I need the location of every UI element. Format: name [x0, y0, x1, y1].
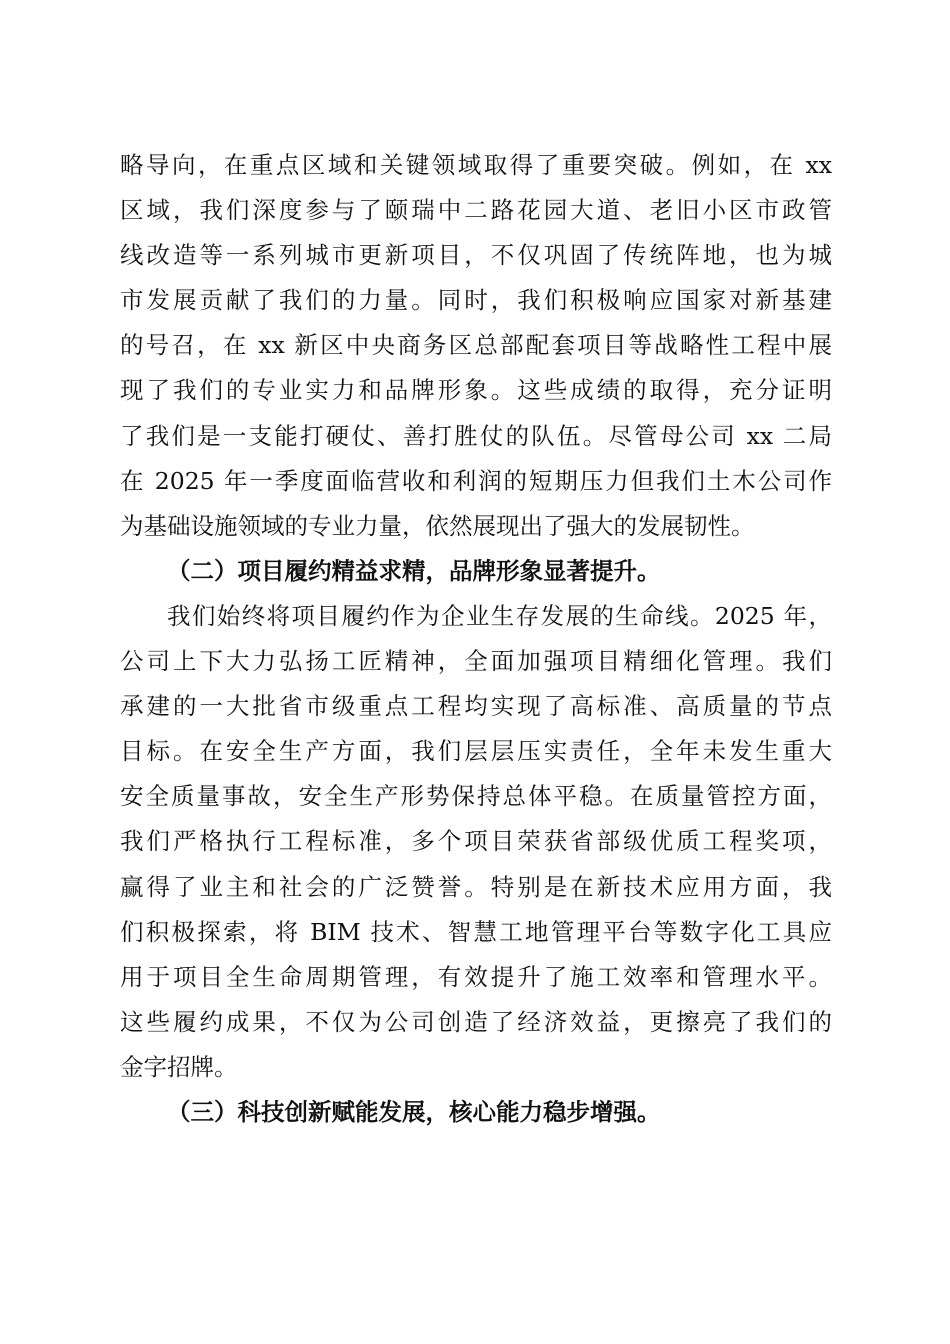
text-line: 为基础设施领域的专业力量，依然展现出了强大的发展韧性。 [120, 511, 755, 540]
section-heading-3: （三）科技创新赋能发展，核心能力稳步增强。 [167, 1097, 661, 1126]
text-line: 们积极探索，将 BIM 技术、智慧工地管理平台等数字化工具应 [120, 917, 832, 946]
text-line: 我们始终将项目履约作为企业生存发展的生命线。2025 年， [167, 601, 832, 630]
text-line: 的号召，在 xx 新区中央商务区总部配套项目等战略性工程中展 [120, 331, 832, 360]
text-line: 线改造等一系列城市更新项目，不仅巩固了传统阵地，也为城 [120, 241, 832, 270]
text-line: 金字招牌。 [120, 1052, 238, 1081]
text-line: 这些履约成果，不仅为公司创造了经济效益，更擦亮了我们的 [120, 1007, 832, 1036]
text-line: 区域，我们深度参与了颐瑞中二路花园大道、老旧小区市政管 [120, 196, 832, 225]
text-line: 我们严格执行工程标准，多个项目荣获省部级优质工程奖项， [120, 827, 832, 856]
paragraph-2 [120, 594, 832, 1090]
text-line: 赢得了业主和社会的广泛赞誉。特别是在新技术应用方面，我 [120, 872, 832, 901]
text-line: 用于项目全生命周期管理，有效提升了施工效率和管理水平。 [120, 962, 832, 991]
text-line: 了我们是一支能打硬仗、善打胜仗的队伍。尽管母公司 xx 二局 [120, 421, 832, 450]
text-line: 略导向，在重点区域和关键领域取得了重要突破。例如，在 xx [120, 151, 832, 179]
document-body [120, 143, 832, 1135]
text-line: 在 2025 年一季度面临营收和利润的短期压力但我们土木公司作 [120, 466, 832, 495]
text-line: 承建的一大批省市级重点工程均实现了高标准、高质量的节点 [120, 692, 832, 721]
text-line: 目标。在安全生产方面，我们层层压实责任，全年未发生重大 [120, 737, 832, 766]
section-heading-2: （二）项目履约精益求精，品牌形象显著提升。 [167, 556, 661, 585]
text-line: 市发展贡献了我们的力量。同时，我们积极响应国家对新基建 [120, 286, 832, 315]
text-line: 公司上下大力弘扬工匠精神，全面加强项目精细化管理。我们 [120, 647, 832, 676]
paragraph-continued [120, 143, 832, 549]
text-line: 现了我们的专业实力和品牌形象。这些成绩的取得，充分证明 [120, 376, 832, 405]
text-line: 安全质量事故，安全生产形势保持总体平稳。在质量管控方面， [120, 782, 832, 811]
